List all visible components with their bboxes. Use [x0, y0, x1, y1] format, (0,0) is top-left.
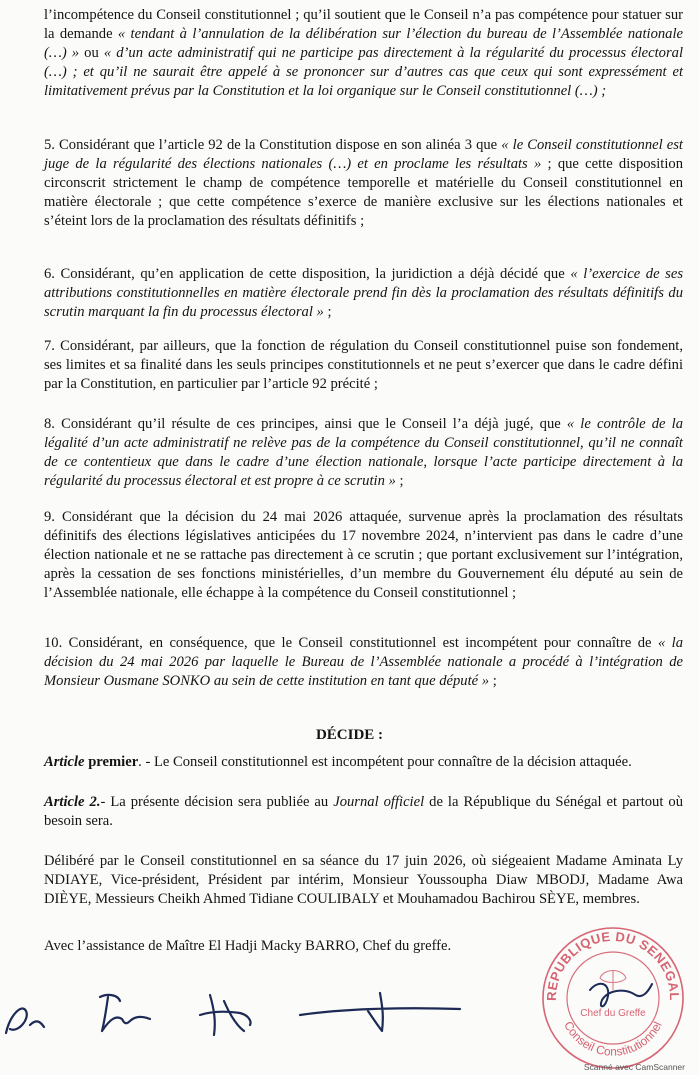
- deliberation-paragraph: Délibéré par le Conseil constitutionnel en sa séance du 17 juin 2026, où siégeaient Madame Aminata Ly NDIAYE, Vice-président, Président par intérim, Monsieur Youssoupha Diaw MBODJ, Madame Awa DIÈYE, Messieurs Cheikh Ahmed Tidiane COULIBALY et Mouhamadou Bachirou SÈYE, membres.: [44, 853, 683, 907]
- svg-text:REPUBLIQUE DU SENEGAL: [544, 929, 682, 1001]
- article-premier: Article premier. - Le Conseil constitutionnel est incompétent pour connaître de la décision attaquée.: [44, 754, 632, 770]
- continuation-paragraph: l’incompétence du Conseil constitutionnel ; qu’il soutient que le Conseil n’a pas compétence pour statuer sur la demande « tendant à l’annulation de la délibération sur l’élection du bureau de l’Assemblée nationale (…) » ou « d’un acte administratif qui ne participe pas directement à la régularité du processus électoral (…) ; et qu’il ne saurait être appelé à se prononcer sur d’autres cas que ceux qui sont expressément et limitativement prévus par la Constitution et la loi organique sur le Conseil constitutionnel (…) ;: [44, 7, 684, 99]
- stamp-signature: [590, 984, 652, 1007]
- paragraph-7: 7. Considérant, par ailleurs, que la fonction de régulation du Conseil constitutionnel puise son fondement, ses limites et sa finalité dans les seuls principes constitutionnels et ne peut s’exercer que dans le cadre défini par la Constitution, en particulier par l’article 92 précité ;: [44, 338, 683, 392]
- stamp-emblem: [600, 970, 626, 990]
- signature-1: [6, 1008, 44, 1033]
- paragraph-9: 9. Considérant que la décision du 24 mai 2026 attaquée, survenue après la proclamation des résultats définitifs des élections législatives anticipées du 17 novembre 2024, n’intervient pas dans le cadre d’une élection nationale et ne se rattache pas directement à ce scrutin ; que portant exclusivement sur l’intégration, après la cessation de ses fonctions ministérielles, d’un membre du Gouvernement élu député au sein de l’Assemblée nationale, elle échappe à la compétence du Conseil constitutionnel ;: [44, 509, 683, 601]
- official-stamp: [538, 920, 688, 1070]
- svg-text:Conseil Constitutionnel: [561, 1019, 665, 1059]
- paragraph-8: 8. Considérant qu’il résulte de ces principes, ainsi que le Conseil l’a déjà jugé, que « le contrôle de la légalité d’un acte administratif ne relève pas de la compétence du Conseil constitutionnel, qu’il ne connaît de ce contentieux que dans le cadre d’une élection nationale, lorsque l’acte participe directement à la régularité du processus électoral et est propre à ce scrutin » ;: [44, 416, 683, 489]
- paragraph-10: 10. Considérant, en conséquence, que le Conseil constitutionnel est incompétent pour connaître de « la décision du 24 mai 2026 par laquelle le Bureau de l’Assemblée nationale a procédé à l’intégration de Monsieur Ousmane SONKO au sein de cette institution en tant que député » ;: [44, 635, 684, 689]
- signature-2: [100, 995, 150, 1031]
- assistance-line: Avec l’assistance de Maître El Hadji Macky BARRO, Chef du greffe.: [44, 938, 452, 954]
- stamp-text-top: REPUBLIQUE DU SENEGAL: [543, 928, 683, 1002]
- signature-3: [200, 995, 251, 1035]
- stamp-text-bottom: Conseil Constitutionnel: [561, 1018, 665, 1059]
- decide-heading: DÉCIDE :: [315, 727, 384, 743]
- stamp-text-inner: Chef du Greffe: [580, 1008, 646, 1019]
- paragraph-5: 5. Considérant que l’article 92 de la Constitution dispose en son alinéa 3 que « le Conseil constitutionnel est juge de la régularité des élections nationales (…) et en proclame les résultats » ; que cette disposition circonscrit strictement le champ de compétence temporelle et matérielle du Conseil constitutionnel en matière électorale ; que cette compétence s’exerce de manière exclusive sur les élections nationales et s’éteint lors de la proclamation des résultats définitifs ;: [44, 137, 683, 229]
- article-2: Article 2.- La présente décision sera publiée au Journal officiel de la République du Sénégal et partout où besoin sera.: [44, 794, 683, 829]
- camscanner-footer: Scanné avec CamScanner: [583, 1062, 685, 1072]
- paragraph-6: 6. Considérant, qu’en application de cette disposition, la juridiction a déjà décidé que « l’exercice de ses attributions constitutionnelles en matière électorale prend fin dès la proclamation des résultats définitifs du scrutin marquant la fin du processus électoral » ;: [44, 266, 683, 320]
- signature-4: [300, 993, 460, 1031]
